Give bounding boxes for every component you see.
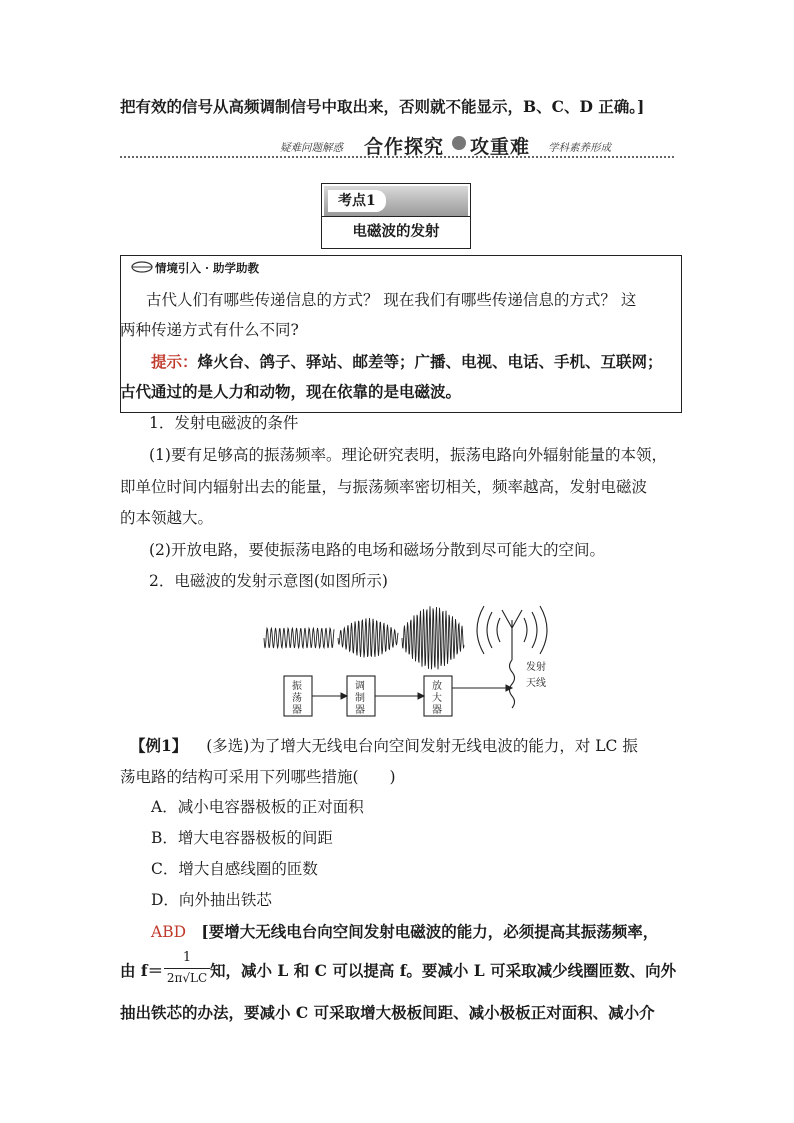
box2-char-3: 器 <box>355 705 365 716</box>
amplified-waveform <box>402 606 464 669</box>
box2-char-2: 制 <box>355 693 365 704</box>
continued-answer-line: 把有效的信号从高频调制信号中取出来，否则就不能显示，B、C、D 正确。] <box>120 97 645 116</box>
scene-question-line-2: 两种传递方式有什么不同? <box>120 321 299 339</box>
box1-char-3: 器 <box>292 705 302 716</box>
section-banner <box>120 130 674 160</box>
antenna-label-1: 发射 <box>526 662 546 673</box>
section2-title: 2．电磁波的发射示意图(如图所示) <box>149 572 388 590</box>
section1-para-a-line-2: 即单位时间内辐射出去的能量，与振荡频率密切相关，频率越高，发射电磁波 <box>120 478 648 496</box>
banner-left-caption: 疑难问题解惑 <box>280 142 343 154</box>
topic-box <box>321 183 471 249</box>
signal-arrows <box>312 685 512 699</box>
option-a: A．减小电容器极板的正对面积 <box>151 798 364 816</box>
scene-leaf-icon <box>130 260 154 274</box>
scene-question-line-1: 古代人们有哪些传递信息的方式？ 现在我们有哪些传递信息的方式？ 这 <box>146 291 637 309</box>
answer-line-1: [要增大无线电台向空间发射电磁波的能力，必须提高其振荡频率， <box>201 922 659 941</box>
modulated-waveform <box>338 618 398 657</box>
carrier-waveform <box>264 628 334 648</box>
hint-line-2: 古代通过的是人力和动物，现在依靠的是电磁波。 <box>120 382 462 401</box>
answer-line-3: 抽出铁芯的办法，要减小 C 可采取增大极板间距、减小极板正对面积、减小介 <box>120 1003 655 1022</box>
box1-char-2: 荡 <box>292 693 302 704</box>
option-d: D．向外抽出铁芯 <box>151 891 272 909</box>
section1-para-b: (2)开放电路，要使振荡电路的电场和磁场分散到尽可能大的空间。 <box>149 541 605 559</box>
section1-para-a-line-3: 的本领越大。 <box>120 509 214 527</box>
section1-title: 1．发射电磁波的条件 <box>149 414 299 432</box>
antenna-icon <box>477 606 547 708</box>
option-b: B．增大电容器极板的间距 <box>151 829 333 847</box>
example-question-line-1: (多选)为了增大无线电台向空间发射无线电波的能力，对 LC 振 <box>206 737 638 755</box>
topic-title: 电磁波的发射 <box>352 223 440 240</box>
antenna-label-2: 天线 <box>526 678 546 689</box>
box1-char-1: 振 <box>292 681 302 692</box>
section1-para-a-line-1: (1)要有足够高的振荡频率。理论研究表明，振荡电路向外辐射能量的本领， <box>149 446 667 464</box>
fraction-numerator: 1 <box>182 950 192 965</box>
box2-char-1: 调 <box>355 681 365 692</box>
fraction-bar <box>164 968 210 969</box>
hint-label: 提示： <box>151 352 198 371</box>
box3-char-3: 器 <box>432 705 442 716</box>
answer-line-2-prefix: 由 f＝ <box>120 961 164 980</box>
example-tag: 【例1】 <box>130 736 188 755</box>
box3-char-1: 放 <box>432 681 442 692</box>
box3-char-2: 大 <box>432 693 442 704</box>
answer-line-2: 知，减小 L 和 C 可以提高 f。要减小 L 可采取减少线圈匝数、向外 <box>210 961 677 980</box>
transmission-diagram <box>262 598 572 720</box>
hint-line-1: 烽火台、鸽子、驿站、邮差等；广播、电视、电话、手机、互联网； <box>197 352 663 371</box>
topic-divider <box>322 216 470 217</box>
answer-label: ABD <box>151 923 187 941</box>
banner-title-right: 攻重难 <box>470 136 531 158</box>
option-c: C．增大自感线圈的匝数 <box>151 860 318 878</box>
banner-divider <box>120 156 674 158</box>
banner-right-caption: 学科素养形成 <box>548 142 611 154</box>
fraction-denominator: 2π√LC <box>166 971 208 985</box>
banner-title-left: 合作探究 <box>364 136 445 158</box>
scene-tag: 情境引入 · 助学助教 <box>155 261 260 275</box>
topic-header <box>324 186 468 216</box>
banner-bullet-icon <box>452 136 466 150</box>
example-question-line-2: 荡电路的结构可采用下列哪些措施( ) <box>120 768 396 786</box>
topic-tag: 考点1 <box>328 190 386 212</box>
